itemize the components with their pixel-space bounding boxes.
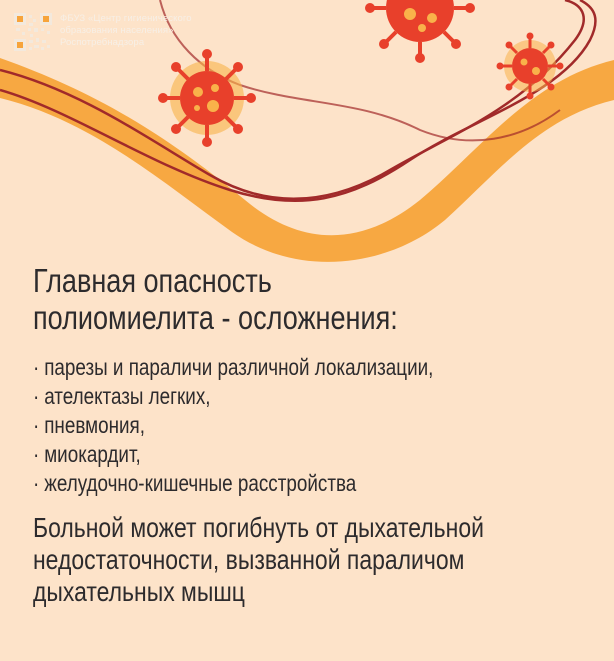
organization-line: Роспотребнадзора xyxy=(60,37,145,48)
list-item-text: миокардит, xyxy=(44,441,141,467)
list-item xyxy=(33,411,492,440)
title-line: полиомиелита - осложнения: xyxy=(33,299,398,336)
conclusion-line: дыхательных мышц xyxy=(33,576,245,607)
bullet-icon: · xyxy=(33,354,40,380)
organization-name xyxy=(60,13,192,49)
list-item xyxy=(33,353,492,382)
bullet-icon: · xyxy=(33,383,40,409)
bullet-icon: · xyxy=(33,412,40,438)
conclusion-line: недостаточности, вызванной параличом xyxy=(33,544,465,575)
complications-list xyxy=(33,353,593,498)
organization-line: образования населения» xyxy=(60,25,174,36)
organization-line: ФБУЗ «Центр гигиенического xyxy=(60,13,192,24)
conclusion-text xyxy=(33,512,492,608)
conclusion-line: Больной может погибнуть от дыхательной xyxy=(33,512,484,543)
organization-header xyxy=(14,13,192,51)
list-item-text: желудочно-кишечные расстройства xyxy=(44,470,357,496)
title-line: Главная опасность xyxy=(33,262,272,299)
virus-icon xyxy=(497,33,564,100)
main-content xyxy=(33,262,593,608)
list-item xyxy=(33,440,492,469)
virus-icon xyxy=(365,0,475,63)
page-title xyxy=(33,262,492,336)
qr-code-icon xyxy=(14,13,52,51)
list-item-text: ателектазы легких, xyxy=(44,383,211,409)
list-item-text: парезы и параличи различной локализации, xyxy=(44,354,434,380)
list-item xyxy=(33,382,492,411)
list-item-text: пневмония, xyxy=(44,412,145,438)
bullet-icon: · xyxy=(33,470,40,496)
list-item xyxy=(33,469,492,498)
bullet-icon: · xyxy=(33,441,40,467)
virus-icon xyxy=(158,49,256,147)
